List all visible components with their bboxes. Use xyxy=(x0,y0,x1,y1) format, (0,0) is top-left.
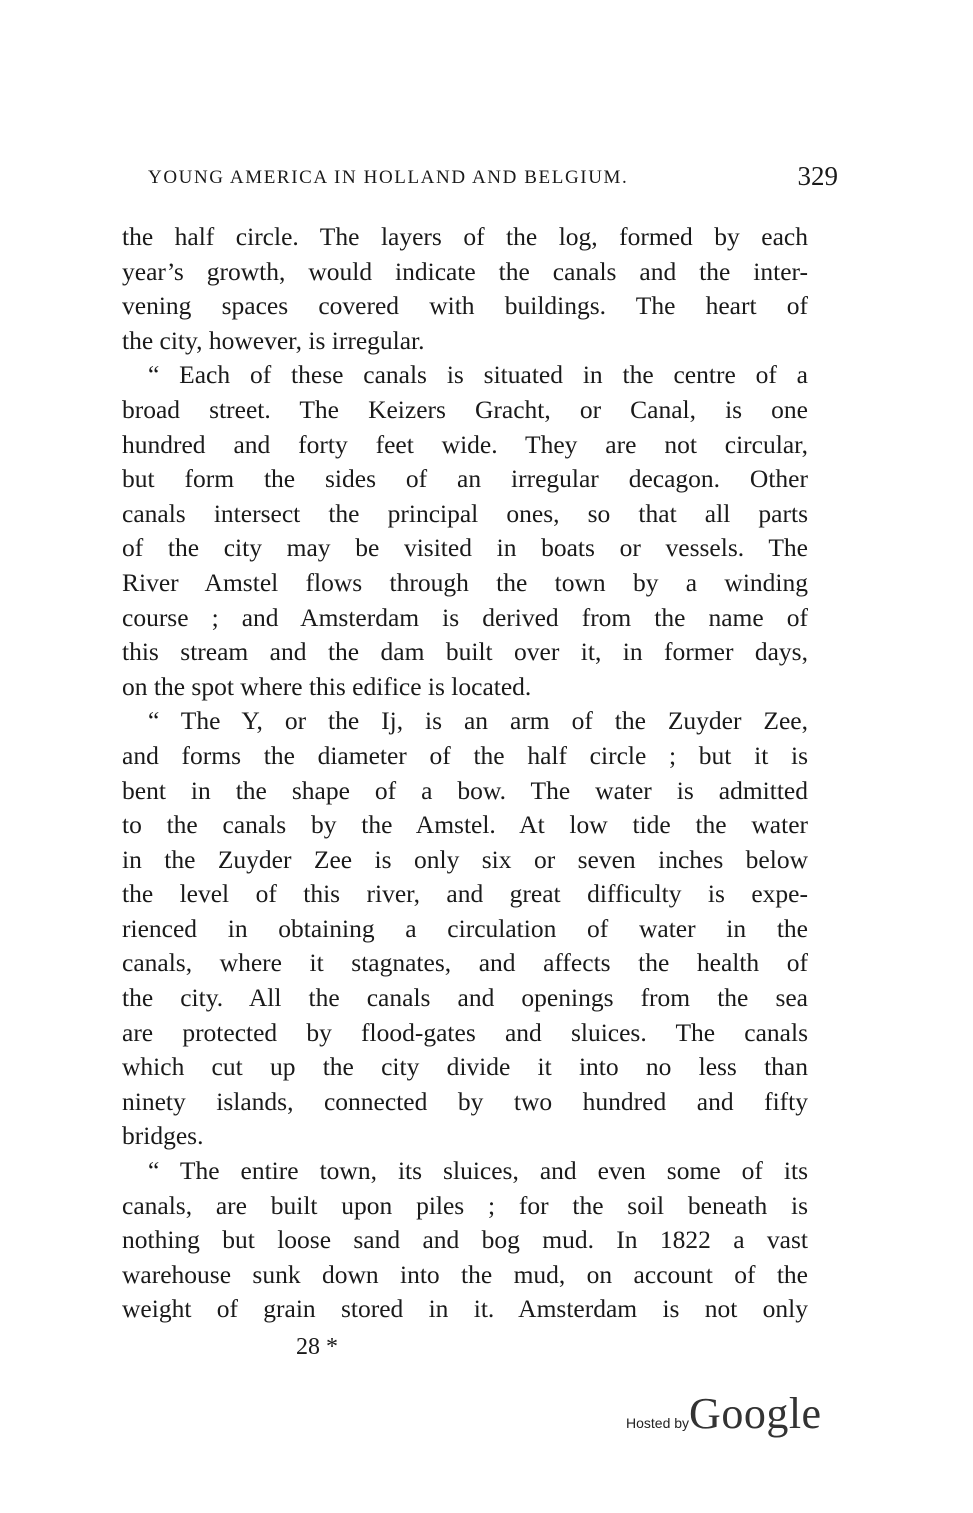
text-line: the city. All the canals and openings from the sea xyxy=(122,983,808,1013)
body-text xyxy=(122,220,808,1327)
text-line: “ The Y, or the Ij, is an arm of the Zuyder Zee, xyxy=(148,706,808,736)
text-line: in the Zuyder Zee is only six or seven inches below xyxy=(122,844,808,874)
text-line: canals, where it stagnates, and affects the health of xyxy=(122,948,808,978)
text-line: warehouse sunk down into the mud, on account of the xyxy=(122,1259,808,1289)
text-line: “ The entire town, its sluices, and even some of its xyxy=(148,1156,808,1186)
text-line: the level of this river, and great difficulty is expe- xyxy=(122,879,808,909)
hosted-by-label: Hosted by xyxy=(626,1415,690,1431)
text-line: weight of grain stored in it. Amsterdam is not only xyxy=(122,1294,808,1324)
text-line: vening spaces covered with buildings. The heart of xyxy=(122,291,808,321)
text-line: the city, however, is irregular. xyxy=(122,325,425,355)
text-line: “ Each of these canals is situated in the centre of a xyxy=(148,360,808,390)
text-line: ninety islands, connected by two hundred and fifty xyxy=(122,1086,808,1116)
text-line: but form the sides of an irregular decagon. Other xyxy=(122,464,808,494)
running-title: YOUNG AMERICA IN HOLLAND AND BELGIUM. xyxy=(148,167,629,188)
text-line: are protected by flood-gates and sluices. The canals xyxy=(122,1017,808,1047)
text-line: bridges. xyxy=(122,1121,204,1151)
text-line: this stream and the dam built over it, in former days, xyxy=(122,637,808,667)
text-line: to the canals by the Amstel. At low tide the water xyxy=(122,810,808,840)
running-header xyxy=(148,163,838,193)
text-line: the half circle. The layers of the log, formed by each xyxy=(122,222,808,251)
text-line: course ; and Amsterdam is derived from the name of xyxy=(122,602,808,632)
text-line: canals intersect the principal ones, so that all parts xyxy=(122,498,808,528)
text-line: on the spot where this edifice is located. xyxy=(122,671,532,701)
google-logo: Google xyxy=(689,1389,822,1438)
text-line: rienced in obtaining a circulation of water in the xyxy=(122,913,808,943)
text-line: bent in the shape of a bow. The water is admitted xyxy=(122,775,808,805)
text-line: River Amstel flows through the town by a winding xyxy=(122,567,808,597)
page-number: 329 xyxy=(797,161,838,191)
text-line: which cut up the city divide it into no less than xyxy=(122,1052,808,1082)
signature-mark: 28 * xyxy=(296,1334,338,1360)
text-line: year’s growth, would indicate the canals and the inter- xyxy=(122,256,808,286)
text-line: and forms the diameter of the half circle ; but it is xyxy=(122,740,808,770)
text-line: hundred and forty feet wide. They are not circular, xyxy=(122,429,808,459)
text-line: nothing but loose sand and bog mud. In 1822 a vast xyxy=(122,1225,808,1255)
hosted-by-google xyxy=(626,1388,822,1448)
text-line: of the city may be visited in boats or vessels. The xyxy=(122,533,808,563)
text-line: broad street. The Keizers Gracht, or Canal, is one xyxy=(122,394,808,424)
text-line: canals, are built upon piles ; for the soil beneath is xyxy=(122,1190,808,1220)
